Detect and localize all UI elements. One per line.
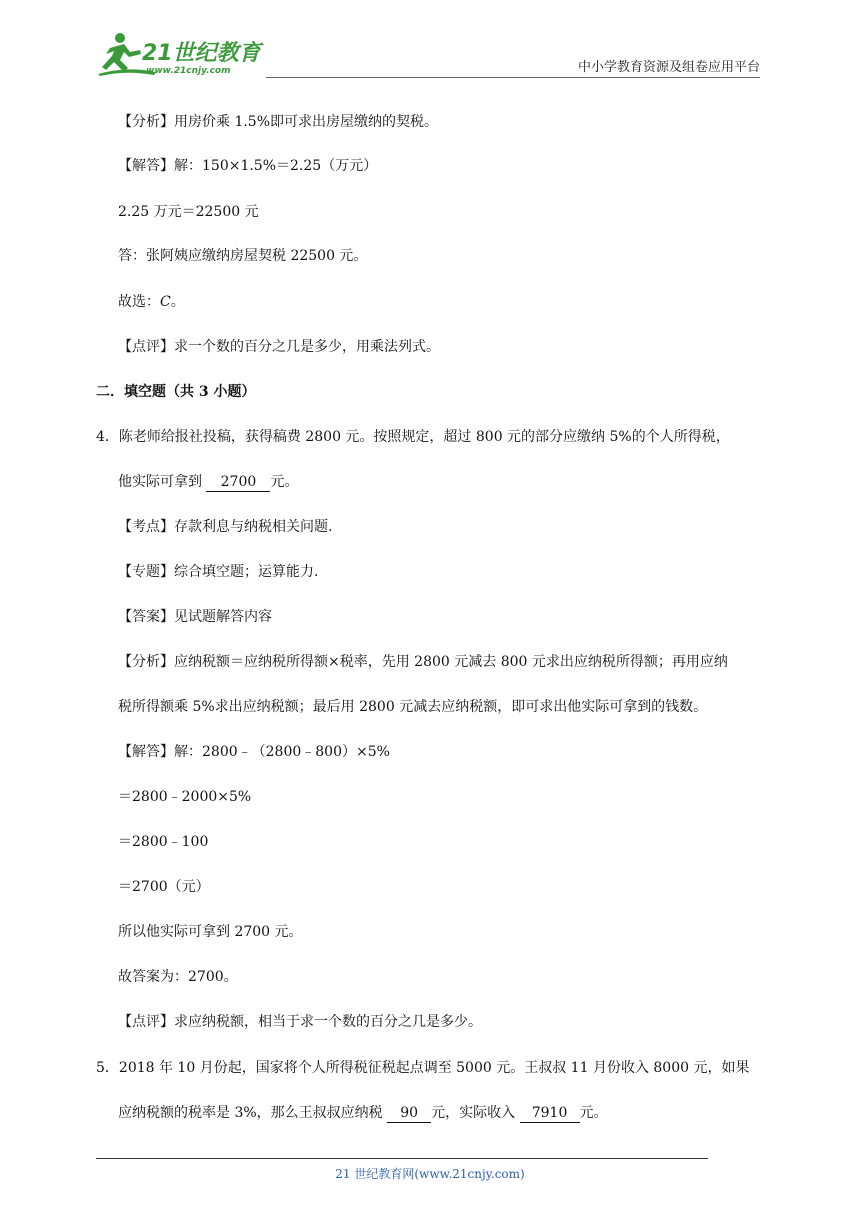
section-title: 二．填空题（共 3 小题） (96, 384, 256, 400)
q4-step1: ＝2800﹣2000×5% (118, 789, 252, 805)
q5-stem-line2 (118, 1103, 608, 1123)
q4-solution: 【解答】解：2800﹣（2800﹣800）×5% (118, 744, 390, 760)
q5-answer-blank-1: 90 (387, 1104, 431, 1123)
q3-choice-suffix: 。 (170, 294, 185, 310)
logo-21cnjy (96, 30, 266, 76)
q4-step2: ＝2800﹣100 (118, 834, 209, 850)
q3-choice-letter: C (160, 294, 171, 310)
q4-analysis-line1: 【分析】应纳税额＝应纳税所得额×税率，先用 2800 元减去 800 元求出应纳税所得额；再用应纳 (118, 654, 728, 670)
q3-step: 2.25 万元＝22500 元 (118, 204, 259, 220)
q4-analysis-line2: 税所得额乘 5%求出应纳税额；最后用 2800 元减去应纳税额，即可求出他实际可拿到的钱数。 (118, 699, 708, 715)
footer-divider (96, 1158, 708, 1159)
q4-step3: ＝2700（元） (118, 879, 210, 895)
q5-answer-blank-2: 7910 (520, 1104, 580, 1123)
platform-title: 中小学教育资源及组卷应用平台 (577, 60, 760, 75)
q5-stem-mid: 元，实际收入 (431, 1105, 520, 1121)
q3-solution: 【解答】解：150×1.5%＝2.25（万元） (118, 158, 378, 174)
q3-answer: 答：张阿姨应缴纳房屋契税 22500 元。 (118, 248, 368, 264)
q5-stem-post: 元。 (579, 1105, 608, 1121)
logo-url: www.21cnjy.com (146, 66, 231, 76)
q5-stem-line1: 5．2018 年 10 月份起，国家将个人所得税征税起点调至 5000 元。王叔叔 11 月份收入 8000 元，如果 (96, 1060, 750, 1076)
q3-choice (118, 292, 185, 312)
q5-stem-pre: 应纳税额的税率是 3%，那么王叔叔应纳税 (118, 1105, 388, 1121)
q3-comment: 【点评】求一个数的百分之几是多少，用乘法列式。 (118, 339, 440, 355)
q4-daan: 【答案】见试题解答内容 (118, 609, 272, 625)
q4-conclusion: 所以他实际可拿到 2700 元。 (118, 924, 303, 940)
q3-choice-prefix: 故选： (118, 294, 160, 310)
q4-zhuanti: 【专题】综合填空题；运算能力. (118, 564, 319, 580)
q4-stem-line1: 4．陈老师给报社投稿，获得稿费 2800 元。按照规定，超过 800 元的部分应缴纳 5%的个人所得税， (96, 429, 730, 445)
q4-kaodian: 【考点】存款利息与纳税相关问题. (118, 519, 333, 535)
q4-final: 故答案为：2700。 (118, 969, 238, 985)
q4-stem-line2 (118, 472, 298, 492)
page-footer: 21 世纪教育网(www.21cnjy.com) (335, 1167, 525, 1181)
header-divider (266, 77, 760, 78)
logo-text: 21世纪教育 (142, 41, 261, 66)
page-header (96, 30, 760, 78)
q4-answer-blank: 2700 (206, 473, 270, 492)
q3-analysis: 【分析】用房价乘 1.5%即可求出房屋缴纳的契税。 (118, 114, 439, 130)
q4-stem-post: 元。 (270, 474, 299, 490)
q4-stem-pre: 他实际可拿到 (118, 474, 207, 490)
q4-comment: 【点评】求应纳税额，相当于求一个数的百分之几是多少。 (118, 1014, 482, 1030)
